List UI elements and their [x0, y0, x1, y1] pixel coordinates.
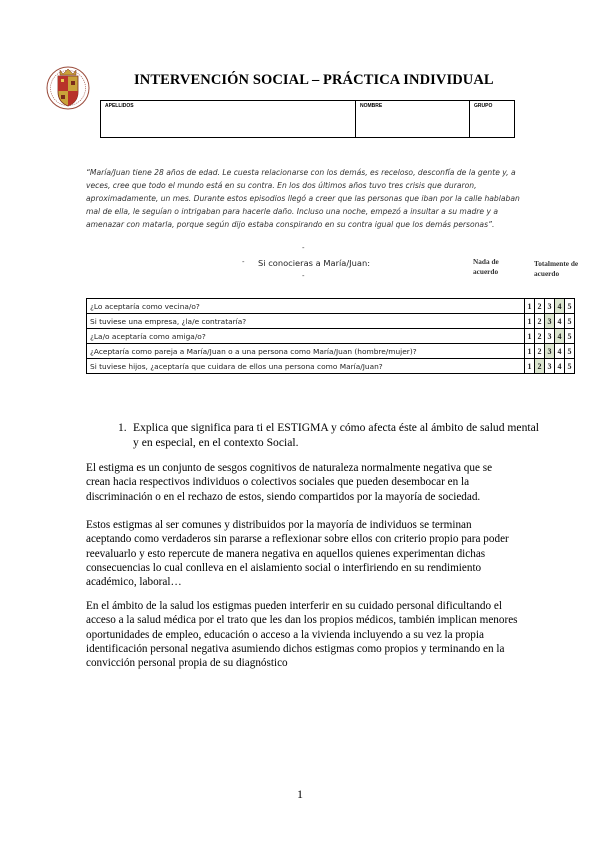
- name-field[interactable]: [356, 101, 470, 137]
- attitude-scale-table: [86, 298, 575, 374]
- survey-question: ¿La/o aceptaría como amiga/o?: [87, 329, 525, 344]
- scale-low-label: Nada de acuerdo: [473, 257, 499, 276]
- survey-question: ¿Lo aceptaría como vecina/o?: [87, 299, 525, 314]
- answer-paragraph: En el ámbito de la salud los estigmas pueden interferir en su cuidado personal dificultando el acceso a la salud médica por el trato que les dan los propios médicos, también implican menores oportunidades de empleo, educación o acceso a la vivienda incluyendo a su vez la propia identificación personal negativa asumiendo dichos estigmas como propios y terminando en la convicción personal propia de su diagnóstico: [86, 600, 518, 670]
- survey-question: Si tuviese hijos, ¿aceptaría que cuidara de ellos una persona como María/Juan?: [87, 359, 525, 374]
- page-number: 1: [297, 787, 303, 801]
- rating-cell[interactable]: 4: [555, 344, 565, 359]
- group-field[interactable]: [470, 101, 514, 137]
- rating-cell[interactable]: 3: [545, 329, 555, 344]
- answer-paragraph: El estigma es un conjunto de sesgos cognitivos de naturaleza normalmente negativa que se crean hacia respectivos individuos o colectivos sociales que pueden desembocar en la discriminación o en el rechazo de estos, siendo compartidos por la mayoría de sociedad.: [86, 462, 493, 503]
- survey-row: [87, 329, 575, 344]
- student-id-box: [100, 100, 515, 138]
- group-label: GRUPO: [474, 103, 493, 109]
- survey-row: [87, 299, 575, 314]
- rating-cell[interactable]: 2: [535, 344, 545, 359]
- rating-cell[interactable]: 5: [565, 329, 575, 344]
- rating-cell[interactable]: 5: [565, 359, 575, 374]
- answer-paragraph: Estos estigmas al ser comunes y distribuidos por la mayoría de individuos se terminan aceptando como verdaderos sin pararse a reflexionar sobre ellos con criterio propio para poder reevaluarlo y esto repercute de manera negativa en aquellos quienes experimentan dichas consecuencias lo cual conlleva en el aislamiento social o interfiriendo en su rendimiento académico, laboral…: [86, 519, 509, 589]
- rating-cell[interactable]: 3: [545, 359, 555, 374]
- question-text: Explica que significa para ti el ESTIGMA y cómo afecta éste al ámbito de salud mental y en especial, en el contexto Social.: [133, 421, 539, 449]
- page-title: INTERVENCIÓN SOCIAL – PRÁCTICA INDIVIDUAL: [134, 72, 494, 88]
- rating-cell[interactable]: 1: [525, 329, 535, 344]
- survey-question: Si tuviese una empresa, ¿la/e contrataría?: [87, 314, 525, 329]
- rating-cell[interactable]: 5: [565, 314, 575, 329]
- selected-rating-cell[interactable]: 4: [555, 299, 565, 314]
- bullet-dash: -: [242, 258, 245, 266]
- rating-cell[interactable]: 2: [535, 314, 545, 329]
- selected-rating-cell[interactable]: 2: [535, 359, 545, 374]
- survey-intro: Si conocieras a María/Juan:: [258, 258, 371, 268]
- survey-row: [87, 314, 575, 329]
- question-1: [118, 420, 543, 450]
- rating-cell[interactable]: 2: [535, 329, 545, 344]
- selected-rating-cell[interactable]: 4: [555, 329, 565, 344]
- case-description: “María/Juan tiene 28 años de edad. Le cuesta relacionarse con los demás, es receloso, desconfía de la gente y, a veces, cree que todo el mundo está en su contra. En los dos últimos años tuvo tres crisis que duraron, aproximadamente, un mes. Durante estos episodios llegó a creer que las personas que iban por la calle hablaban mal de ella, le seguían o intrigaban para hacerle daño. Incluso una noche, empezó a insultar a su madre y a amenazar con matarla, porque según dijo estaba conspirando en su contra igual que los demás personas”.: [86, 168, 520, 229]
- rating-cell[interactable]: 1: [525, 359, 535, 374]
- survey-question: ¿Aceptaría como pareja a María/Juan o a una persona como María/Juan (hombre/mujer)?: [87, 344, 525, 359]
- survey-row: [87, 359, 575, 374]
- selected-rating-cell[interactable]: 3: [545, 344, 555, 359]
- rating-cell[interactable]: 1: [525, 314, 535, 329]
- university-seal-logo: [46, 62, 90, 114]
- surname-label: APELLIDOS: [105, 103, 134, 109]
- rating-cell[interactable]: 5: [565, 299, 575, 314]
- scale-high-label: Totalmente de acuerdo: [534, 259, 579, 278]
- survey-row: [87, 344, 575, 359]
- rating-cell[interactable]: 5: [565, 344, 575, 359]
- rating-cell[interactable]: 4: [555, 314, 565, 329]
- surname-field[interactable]: [101, 101, 356, 137]
- rating-cell[interactable]: 4: [555, 359, 565, 374]
- rating-cell[interactable]: 1: [525, 299, 535, 314]
- bullet-dash: -: [302, 272, 305, 280]
- rating-cell[interactable]: 2: [535, 299, 545, 314]
- selected-rating-cell[interactable]: 3: [545, 314, 555, 329]
- name-label: NOMBRE: [360, 103, 383, 109]
- rating-cell[interactable]: 3: [545, 299, 555, 314]
- rating-cell[interactable]: 1: [525, 344, 535, 359]
- question-number: 1.: [118, 421, 127, 434]
- bullet-dash: -: [302, 244, 305, 252]
